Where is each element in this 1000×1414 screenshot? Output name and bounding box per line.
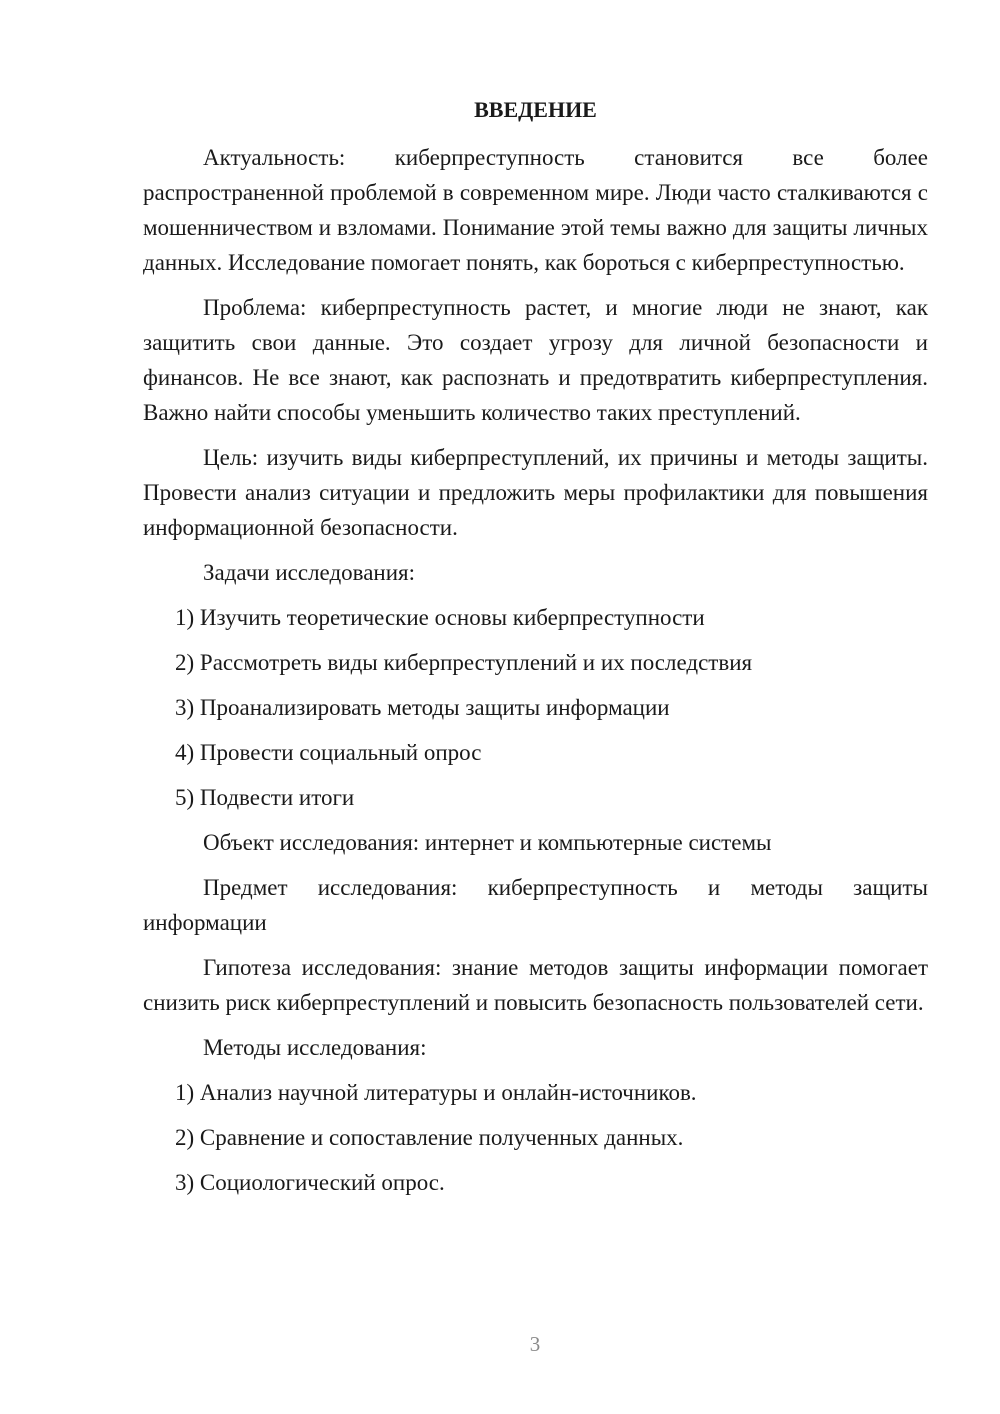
methods-heading: Методы исследования:: [203, 1035, 427, 1060]
page-content: [143, 95, 928, 1210]
object-paragraph: Объект исследования: интернет и компьютерные системы: [203, 830, 772, 855]
tasks-heading: Задачи исследования:: [203, 560, 416, 585]
hypothesis-paragraph: Гипотеза исследования: знание методов защиты информации помогает снизить риск киберпреступлений и повысить безопасность пользователей сети.: [143, 955, 928, 1015]
methods-list-item: 1) Анализ научной литературы и онлайн-источников.: [175, 1080, 697, 1105]
tasks-list-item: 5) Подвести итоги: [175, 785, 355, 810]
goal-paragraph: Цель: изучить виды киберпреступлений, их причины и методы защиты. Провести анализ ситуации и предложить меры профилактики для повышения информационной безопасности.: [143, 445, 928, 540]
tasks-list-item: 1) Изучить теоретические основы киберпреступности: [175, 605, 705, 630]
methods-list: [143, 1075, 928, 1200]
tasks-list-item: 2) Рассмотреть виды киберпреступлений и их последствия: [175, 650, 753, 675]
page-number: 3: [529, 1332, 541, 1356]
page-title: ВВЕДЕНИЕ: [474, 97, 597, 122]
relevance-paragraph: Актуальность: киберпреступность становится все более распространенной проблемой в современном мире. Люди часто сталкиваются с мошенничеством и взломами. Понимание этой темы важно для защиты личных данных. Исследование помогает понять, как бороться с киберпреступностью.: [143, 145, 928, 275]
tasks-list-item: 4) Провести социальный опрос: [175, 740, 482, 765]
methods-list-item: 2) Сравнение и сопоставление полученных данных.: [175, 1125, 684, 1150]
tasks-list-item: 3) Проанализировать методы защиты информации: [175, 695, 670, 720]
subject-paragraph: Предмет исследования: киберпреступность и методы защиты информации: [143, 875, 928, 935]
methods-list-item: 3) Социологический опрос.: [175, 1170, 445, 1195]
problem-paragraph: Проблема: киберпреступность растет, и многие люди не знают, как защитить свои данные. Это создает угрозу для личной безопасности и финансов. Не все знают, как распознать и предотвратить киберпреступления. Важно найти способы уменьшить количество таких преступлений.: [143, 295, 928, 425]
tasks-list: [143, 600, 928, 815]
